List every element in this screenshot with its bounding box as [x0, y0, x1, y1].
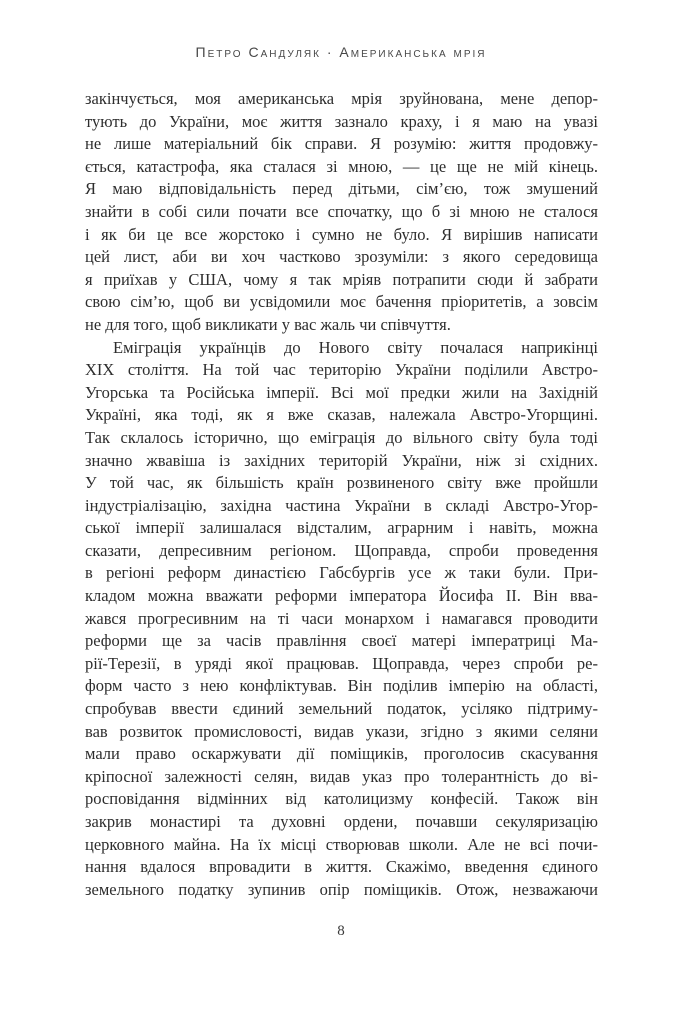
text-line: мали право оскаржувати дії поміщиків, проголосив скасування — [85, 744, 598, 764]
page-footer — [0, 923, 682, 940]
text-line: Так склалось історично, що еміграція до вільного світу була тоді — [85, 427, 598, 447]
text-line: земельного податку зупинив опір поміщиків. Отож, незважаючи — [85, 879, 598, 899]
text-line: Україні, яка тоді, як я вже сказав, належала Австро-Угорщині. — [85, 405, 598, 425]
text-line: XIX століття. На той час територію України поділили Австро- — [85, 360, 598, 380]
text-line: жався прогресивним на ті часи монархом і намагався проводити — [85, 608, 598, 628]
text-line: форм часто з нею конфліктував. Він поділив імперію на області, — [85, 676, 598, 696]
text-line: сказати, депресивним регіоном. Щоправда, спроби проведення — [85, 540, 598, 560]
text-line: індустріалізацію, західна частина України в складі Австро-Угор- — [85, 495, 598, 515]
text-line: цей лист, аби ви хоч частково зрозуміли: з якого середовища — [85, 247, 598, 267]
paragraph — [85, 337, 598, 902]
text-line: не для того, щоб викликати у вас жаль чи співчуття. — [85, 314, 451, 334]
running-header-text: Петро Сандуляк · Американська мрія — [195, 44, 487, 60]
running-header — [0, 44, 682, 60]
text-line: не лише матеріальний бік справи. Я розумію: життя продовжу- — [85, 134, 598, 154]
text-line: закрив монастирі та духовні ордени, почавши секуляризацію — [85, 812, 598, 831]
text-line: Я маю відповідальність перед дітьми, сім’єю, тож змушений — [85, 179, 598, 199]
text-line: значно жвавіша із західних територій України, ніж зі східних. — [85, 450, 598, 470]
text-line: і як би це все жорстоко і сумно не було. Я вирішив написати — [85, 224, 598, 244]
text-line: У той час, як більшість країн розвиненого світу вже пройшли — [85, 473, 598, 493]
text-line: росповідання відмінних від католицизму конфесій. Також він — [85, 789, 598, 809]
text-line: закінчується, моя американська мрія зруйнована, мене депор- — [85, 89, 598, 108]
text-line: знайти в собі сили почати все спочатку, що б зі мною не сталося — [85, 201, 598, 221]
text-line: реформи ще за часів правління своєї матері імператриці Ма- — [85, 631, 598, 651]
text-line: кріпосної залежності селян, видав указ про толерантність до ві- — [85, 766, 598, 786]
text-line: в регіоні реформ династією Габсбургів усе ж таки були. При- — [85, 563, 598, 583]
text-line: спробував ввести єдиний земельний податок, усіляко підтриму- — [85, 699, 598, 719]
body-text — [85, 88, 598, 901]
text-line: Еміграція українців до Нового світу почалася наприкінці — [113, 337, 598, 357]
text-line: ється, катастрофа, яка сталася зі мною, — це ще не мій кінець. — [85, 156, 598, 176]
text-line: Угорська та Російська імперії. Всі мої предки жили на Західній — [85, 382, 598, 402]
text-line: свою сім’ю, щоб ви усвідомили моє бачення пріоритетів, а зовсім — [85, 292, 598, 312]
text-line: я приїхав у США, чому я так мріяв потрапити сюди й забрати — [85, 269, 598, 289]
page-number: 8 — [337, 923, 345, 939]
text-line: рії-Терезії, в уряді якої працював. Щоправда, через спроби ре- — [85, 653, 598, 673]
text-line: нання вдалося впровадити в життя. Скажімо, введення єдиного — [85, 857, 598, 877]
paragraph — [85, 88, 598, 337]
text-line: церковного майна. На їх місці створював школи. Але не всі почи- — [85, 834, 598, 854]
text-line: ської імперії залишалася відсталим, аграрним і навіть, можна — [85, 518, 598, 538]
text-line: тують до України, моє життя зазнало краху, і я маю на увазі — [85, 111, 598, 131]
text-line: кладом можна вважати реформи імператора Йосифа II. Він вва- — [85, 586, 598, 606]
text-line: вав розвиток промисловості, видав укази, згідно з якими селяни — [85, 721, 598, 741]
